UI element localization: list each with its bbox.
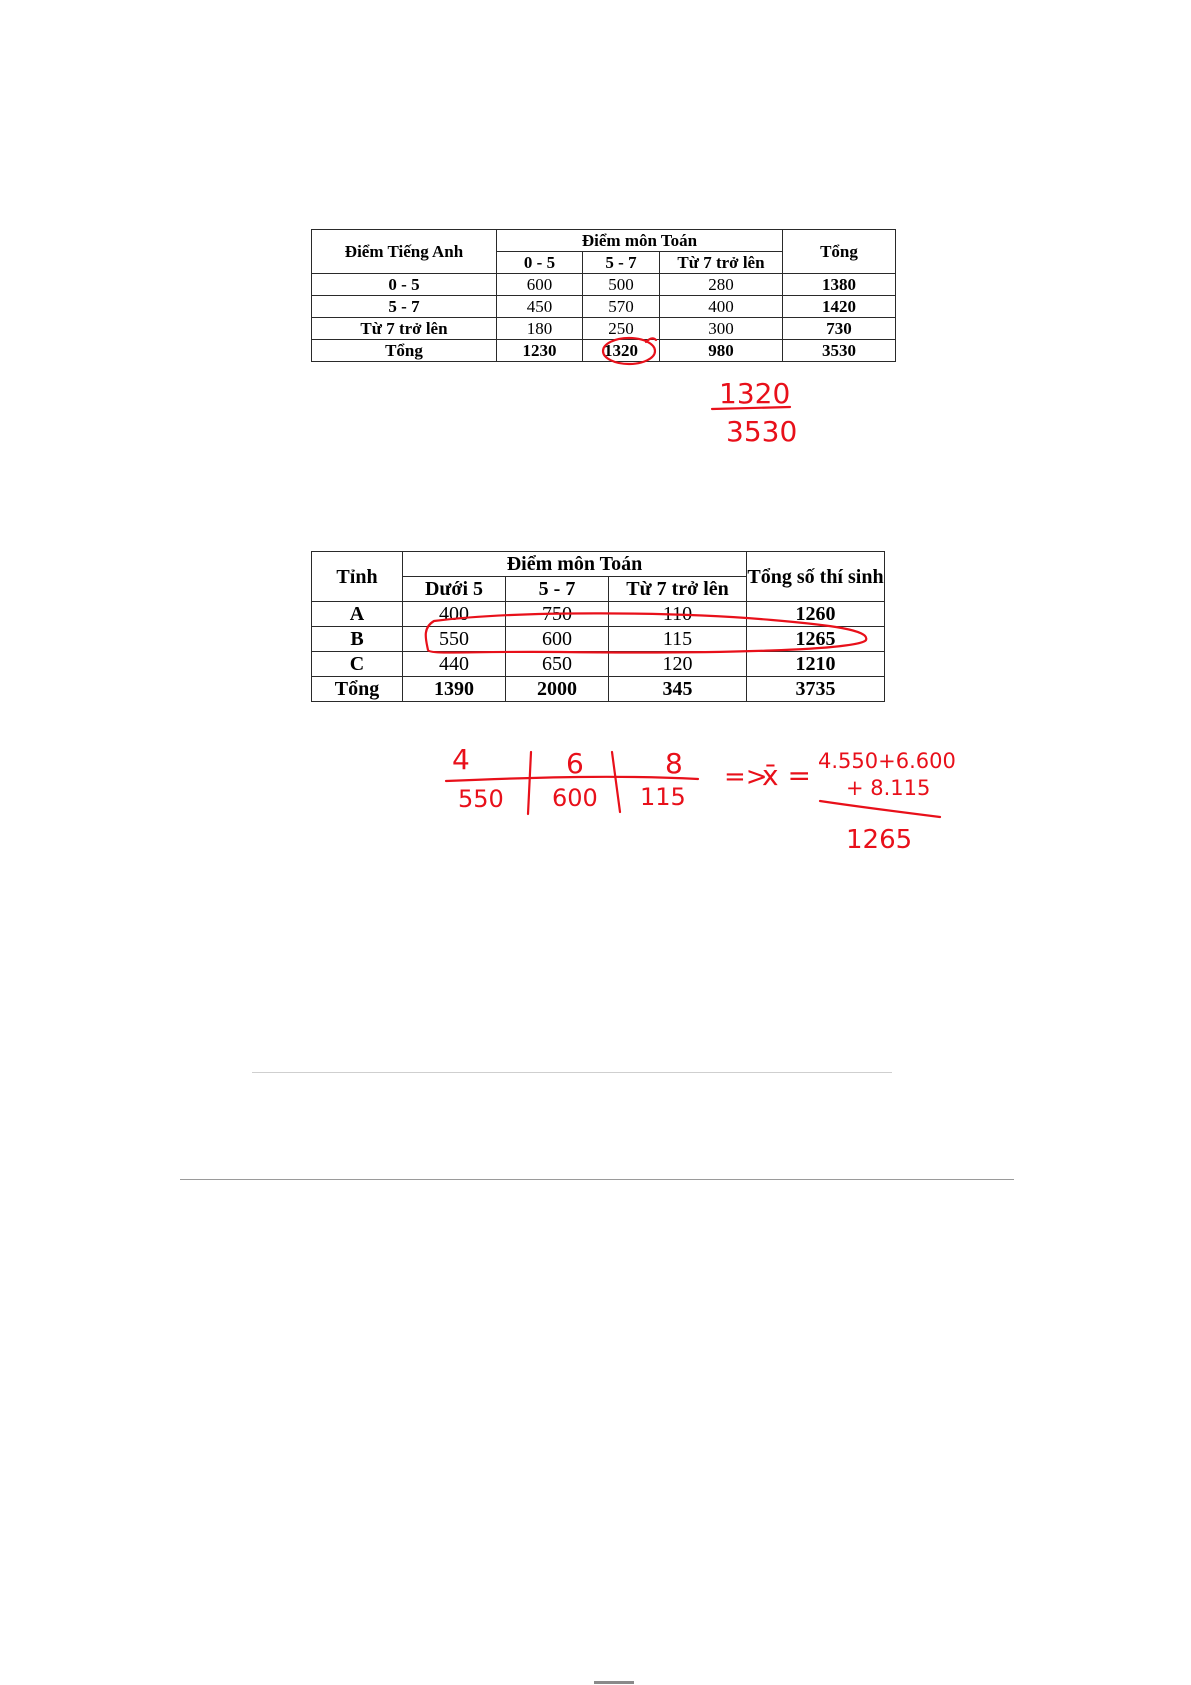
fraction-denominator: 3530 [726,415,798,448]
column-header: 0 - 5 [497,252,583,274]
table-cell: 550 [403,627,506,652]
footer-cell: 345 [609,677,747,702]
implies-arrow: => [724,762,768,792]
row-total: 1265 [747,627,885,652]
footer-label: Tổng [312,677,403,702]
table-divider [612,752,620,812]
table-cell: 120 [609,652,747,677]
mean-symbol: x̄ = [762,759,811,792]
row-total: 1260 [747,602,885,627]
x-value: 4 [452,743,470,776]
mean-fraction-bar [820,801,940,817]
footer-total: 3735 [747,677,885,702]
table-cell: 440 [403,652,506,677]
english-math-score-table [311,229,896,362]
province-math-score-table [311,551,885,702]
numerator-line-2: + 8.115 [846,776,931,800]
group-header: Điểm môn Toán [403,552,747,577]
x-value: 6 [566,747,584,780]
x-value: 8 [665,747,683,780]
mean-denominator: 1265 [846,825,913,855]
table-row [312,274,896,296]
table-cell: 300 [660,318,783,340]
table-line [446,777,698,781]
table-cell: 450 [497,296,583,318]
fraction-numerator: 1320 [719,377,791,410]
row-header: Tỉnh [312,552,403,602]
footer-total: 3530 [783,340,896,362]
table-cell: 280 [660,274,783,296]
total-header: Tổng số thí sinh [747,552,885,602]
group-header: Điểm môn Toán [497,230,783,252]
table-cell: 115 [609,627,747,652]
footer-label: Tổng [312,340,497,362]
divider-line [180,1179,1014,1180]
table-cell: 600 [506,627,609,652]
total-header: Tổng [783,230,896,274]
column-header: Từ 7 trở lên [660,252,783,274]
table-cell: 400 [403,602,506,627]
frequency-value: 550 [458,785,504,813]
row-label: Từ 7 trở lên [312,318,497,340]
column-header: 5 - 7 [583,252,660,274]
table-cell: 110 [609,602,747,627]
row-total: 1380 [783,274,896,296]
frequency-value: 600 [552,784,598,812]
fraction-bar [712,407,790,409]
numerator-line-1: 4.550+6.600 [818,749,956,773]
row-header: Điểm Tiếng Anh [312,230,497,274]
table-cell: 500 [583,274,660,296]
table-footer-row [312,677,885,702]
table-cell: 400 [660,296,783,318]
table-row [312,652,885,677]
column-header: Từ 7 trở lên [609,577,747,602]
table-row [312,318,896,340]
table-footer-row [312,340,896,362]
footer-cell: 1390 [403,677,506,702]
row-total: 1420 [783,296,896,318]
table-cell: 250 [583,318,660,340]
column-header: Dưới 5 [403,577,506,602]
row-total: 1210 [747,652,885,677]
table-cell: 600 [497,274,583,296]
table-divider [528,752,531,814]
footer-cell: 2000 [506,677,609,702]
table-row [312,627,885,652]
row-label: 0 - 5 [312,274,497,296]
row-label: 5 - 7 [312,296,497,318]
table-cell: 750 [506,602,609,627]
table-row [312,602,885,627]
footer-cell: 1230 [497,340,583,362]
divider-line [252,1072,892,1073]
row-label: C [312,652,403,677]
footer-cell: 980 [660,340,783,362]
row-label: A [312,602,403,627]
row-total: 730 [783,318,896,340]
table-row [312,296,896,318]
table-cell: 180 [497,318,583,340]
row-label: B [312,627,403,652]
page-edge-mark [594,1681,634,1684]
footer-cell: 1320 [583,340,660,362]
frequency-value: 115 [640,783,686,811]
column-header: 5 - 7 [506,577,609,602]
table-cell: 650 [506,652,609,677]
table-cell: 570 [583,296,660,318]
